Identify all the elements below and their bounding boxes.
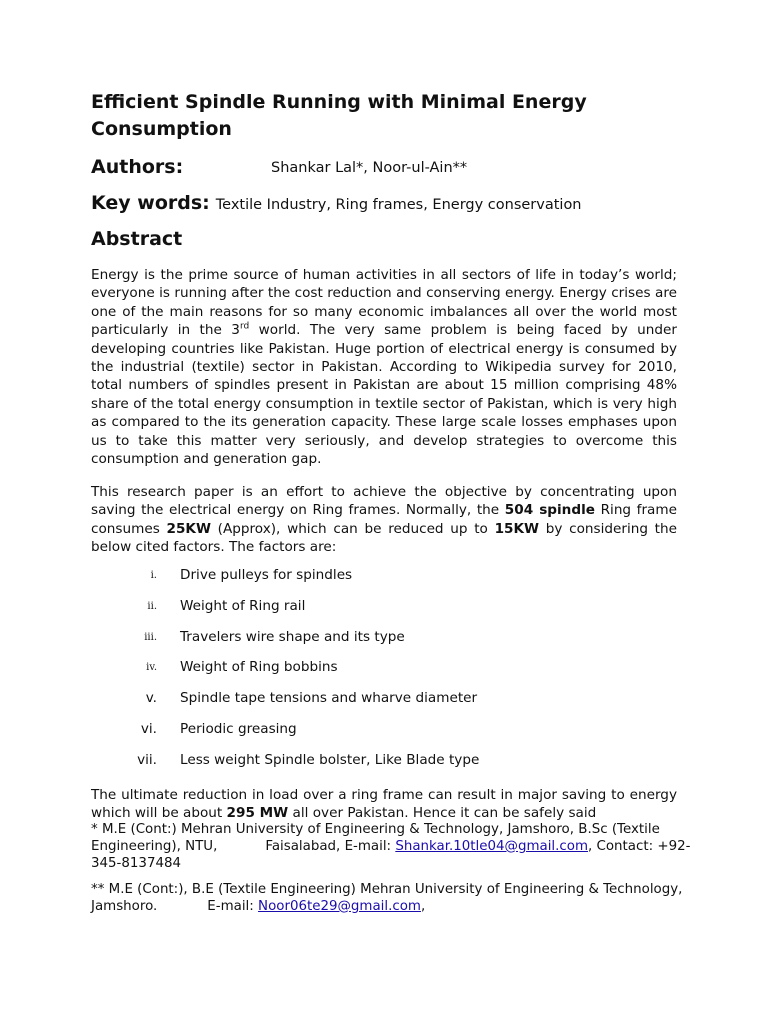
p2-text-g: by considering the below cited factors. The factors are: <box>91 520 677 556</box>
p2-text-e: (Approx), which can be reduced up to <box>210 520 495 537</box>
list-item-number: ii. <box>147 600 157 612</box>
list-item <box>0 566 768 597</box>
p2-text-c: Ring frame consumes <box>91 502 677 537</box>
keywords-list: Textile Industry, Ring frames, Energy conservation <box>215 197 582 213</box>
footnote1-affiliation: * M.E (Cont:) Mehran University of Engineering & Technology, Jamshoro, B.Sc (Textile Engineering), NTU, <box>91 822 660 854</box>
list-item <box>0 658 768 689</box>
list-item <box>0 628 768 659</box>
p3-text-a: The ultimate reduction in load over a ring frame can result in major saving to energy which will be about <box>91 787 677 822</box>
list-item-text: Weight of Ring bobbins <box>180 659 338 676</box>
keywords-label: Key words: <box>91 192 210 214</box>
footnote-author-1 <box>91 822 691 872</box>
list-item-number: iv. <box>146 662 157 674</box>
authors-names: Shankar Lal*, Noor-ul-Ain** <box>271 160 468 176</box>
list-item <box>0 597 768 628</box>
p2-text-a: This research paper is an effort to achieve the objective by concentrating upon saving the electrical energy on Ring frames. Normally, the <box>91 484 677 519</box>
p2-consumption-value: 25KW <box>166 520 211 537</box>
list-item <box>0 689 768 720</box>
footnote2-email-link[interactable]: Noor06te29@gmail.com <box>258 898 421 914</box>
list-item-number: vi. <box>140 720 157 737</box>
list-item-text: Periodic greasing <box>180 720 297 737</box>
footnote-author-2 <box>91 882 691 916</box>
list-item-text: Drive pulleys for spindles <box>180 567 353 583</box>
list-item-text: Less weight Spindle bolster, Like Blade type <box>180 751 480 768</box>
abstract-p1-superscript: rd <box>239 321 250 332</box>
list-item-text: Spindle tape tensions and wharve diameter <box>180 690 478 707</box>
abstract-paragraph-2 <box>91 483 677 557</box>
footnote1-email-label: Faisalabad, E-mail: <box>265 838 396 854</box>
p3-text-c: all over Pakistan. Hence it can be safely said <box>288 805 597 822</box>
abstract-paragraph-1 <box>91 266 677 468</box>
factors-list <box>0 566 768 782</box>
list-item <box>0 751 768 782</box>
footnote2-trailing: , <box>420 898 426 914</box>
list-item <box>0 720 768 751</box>
abstract-heading: Abstract <box>91 228 183 250</box>
list-item-text: Weight of Ring rail <box>180 597 306 614</box>
authors-row <box>91 156 468 178</box>
list-item-number: i. <box>150 570 157 581</box>
p2-spindle-count: 504 spindle <box>504 502 595 519</box>
list-item-text: Travelers wire shape and its type <box>180 628 405 645</box>
keywords-row <box>91 192 582 214</box>
footnote2-email-label: E-mail: <box>207 898 259 914</box>
p2-reduced-value: 15KW <box>494 520 540 537</box>
abstract-p1-text-b: world. The very same problem is being faced by under developing countries like Pakistan. Huge portion of electrical energy is consumed by the industrial (textile) sector in Pakistan. According to Wikipedia survey for 2010, total numbers of spindles present in Pakistan are about 15 million comprising 48% share of the total energy consumption in textile sector of Pakistan, which is very high as compared to the its generation capacity. These large scale losses emphases upon us to take this matter very seriously, and develop strategies to overcome this consumption and generation gap. <box>91 322 677 468</box>
list-item-number: vii. <box>137 751 157 768</box>
authors-label: Authors: <box>91 156 184 178</box>
abstract-p1-text-a: Energy is the prime source of human activities in all sectors of life in today’s world; everyone is running after the cost reduction and conserving energy. Energy crises are one of the main reasons for so many economic imbalances all over the world most particularly in the 3 <box>91 267 677 339</box>
conclusion-paragraph <box>91 786 677 823</box>
list-item-number: iii. <box>144 631 157 643</box>
paper-title: Efficient Spindle Running with Minimal Energy Consumption <box>91 91 587 140</box>
footnote1-email-link[interactable]: Shankar.10tle04@gmail.com <box>395 838 588 854</box>
footnote2-affiliation: ** M.E (Cont:), B.E (Textile Engineering) Mehran University of Engineering & Technology, Jamshoro. <box>91 882 683 914</box>
p3-savings-value: 295 MW <box>226 805 289 822</box>
footnote1-contact: , Contact: +92-345-8137484 <box>91 838 691 871</box>
list-item-number: v. <box>145 690 157 707</box>
